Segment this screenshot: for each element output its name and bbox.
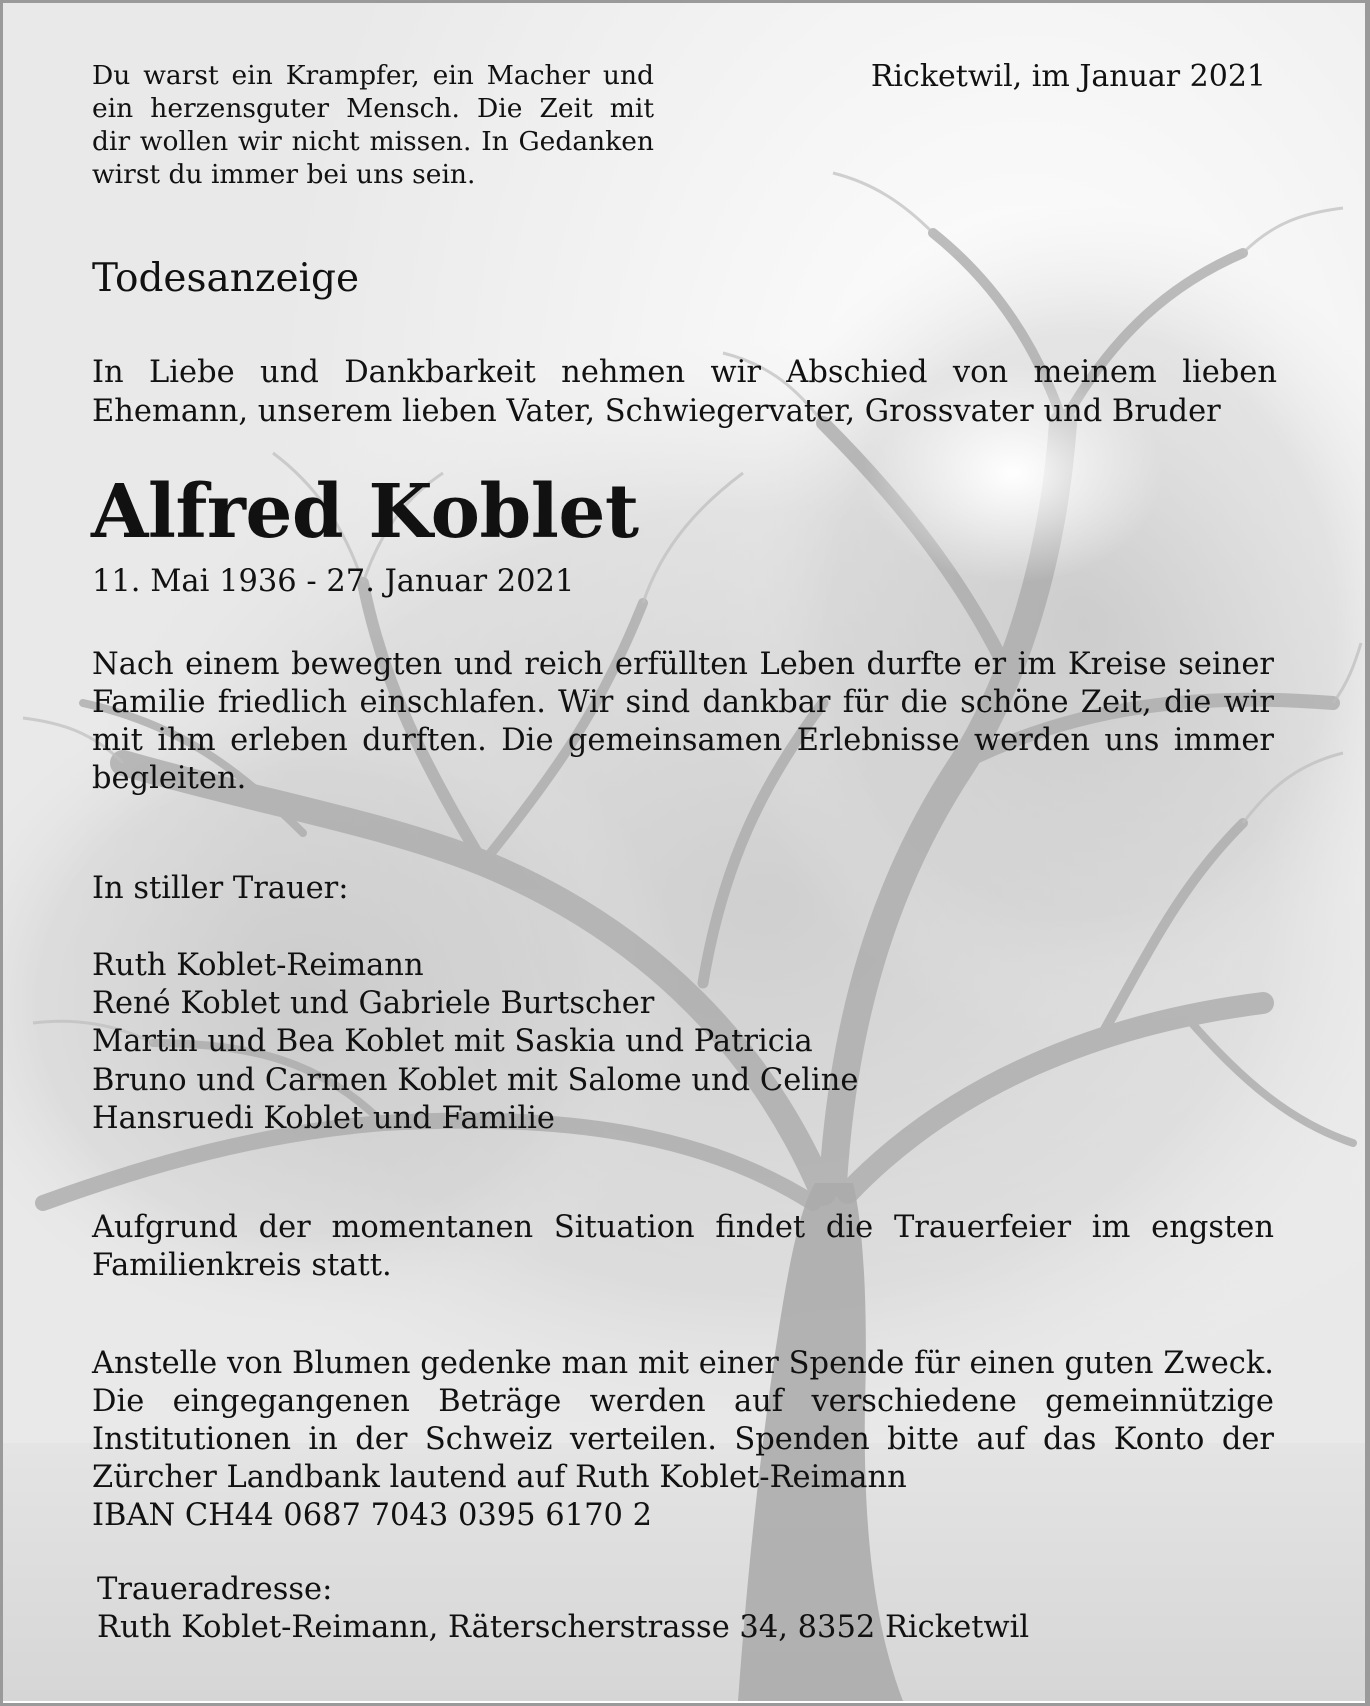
life-dates: 11. Mai 1936 - 27. Januar 2021 (92, 564, 575, 599)
mourner-name: Martin und Bea Koblet mit Saskia und Patricia (92, 1024, 813, 1060)
donation-block (92, 1345, 1274, 1535)
place-date: Ricketwil, im Januar 2021 (870, 59, 1266, 94)
mourner-name: Ruth Koblet-Reimann (92, 948, 424, 983)
mourner-name: Bruno und Carmen Koblet mit Salome und Celine (92, 1062, 859, 1098)
mourner-name: Hansruedi Koblet und Familie (92, 1100, 555, 1136)
mourners-list (92, 947, 858, 1138)
iban-number: IBAN CH44 0687 7043 0395 6170 2 (92, 1498, 652, 1533)
mourning-address: Ruth Koblet-Reimann, Räterscherstrasse 34, 8352 Ricketwil (97, 1610, 1030, 1645)
mourners-heading: In stiller Trauer: (92, 871, 349, 906)
mourner-name: René Koblet und Gabriele Burtscher (92, 986, 655, 1022)
address-heading: Traueradresse: (97, 1572, 333, 1607)
motto-text: Du warst ein Krampfer, ein Macher und ein herzensguter Mensch. Die Zeit mit dir wollen wir nicht missen. In Gedanken wirst du immer bei uns sein. (92, 60, 654, 190)
deceased-name: Alfred Koblet (91, 469, 639, 555)
donation-text: Anstelle von Blumen gedenke man mit einer Spende für einen guten Zweck. Die eingegangenen Beträge werden auf verschiedene gemeinnützige Institutionen in der Schweiz verteilen. Spenden bitte auf das Konto der Zürcher Landbank lautend auf Ruth Koblet-Reimann (92, 1346, 1274, 1495)
ceremony-text: Aufgrund der momentanen Situation findet die Trauerfeier im engsten Familienkreis statt. (92, 1210, 1274, 1283)
biography-text: Nach einem bewegten und reich erfüllten Leben durfte er im Kreise seiner Familie friedlich einschlafen. Wir sind dankbar für die schöne Zeit, die wir mit ihm erleben durften. Die gemeinsamen Erlebnisse werden uns immer begleiten. (92, 647, 1274, 796)
intro-text: In Liebe und Dankbarkeit nehmen wir Abschied von meinem lieben Ehemann, unserem lieben Vater, Schwiegervater, Grossvater und Bruder (92, 355, 1277, 429)
notice-type-label: Todesanzeige (92, 256, 360, 301)
